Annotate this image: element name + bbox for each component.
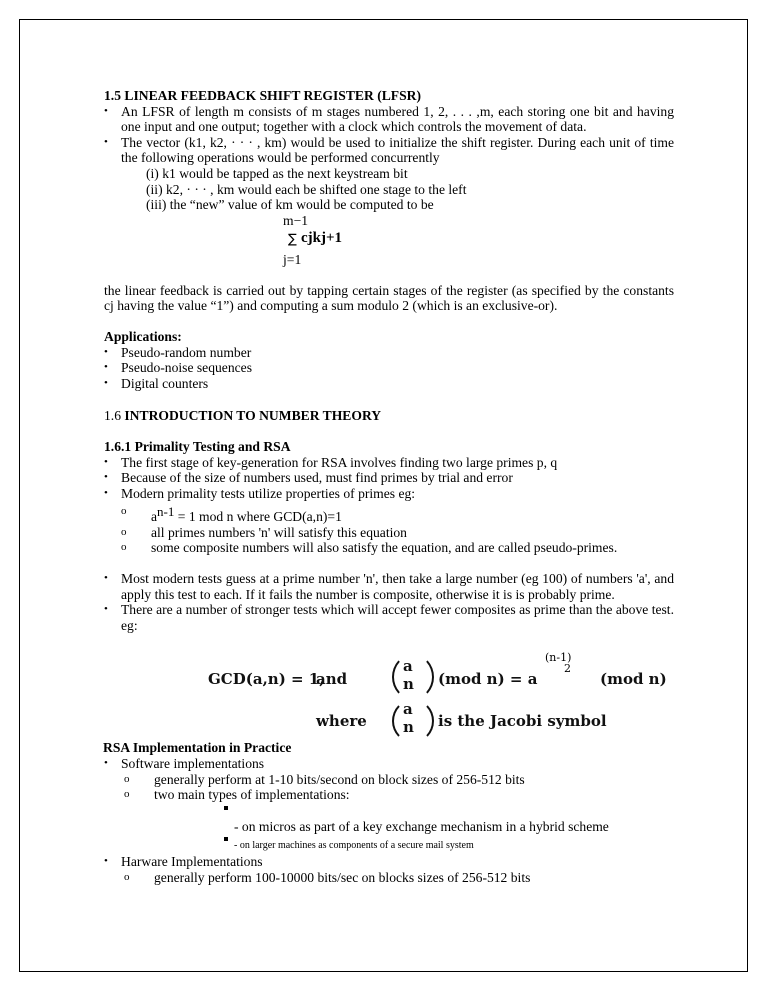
operation-2: (ii) k2, · · · , km would each be shifted one stage to the left [146, 181, 467, 197]
section-title: INTRODUCTION TO NUMBER THEORY [124, 408, 382, 424]
lfsr-operations [104, 166, 674, 213]
list-item: • Digital counters [104, 376, 674, 392]
jacobi-numerator: a [403, 700, 413, 719]
primality-list [104, 455, 674, 502]
rsa-hardware-sublist [104, 870, 674, 886]
section-number: 1.6 [104, 408, 125, 424]
sum-lower-limit: j=1 [283, 251, 302, 267]
applications-heading: Applications: [104, 328, 182, 344]
list-item: o generally perform at 1-10 bits/second on block sizes of 256-512 bits [124, 772, 674, 788]
number-theory-heading [104, 408, 674, 424]
list-item: • An LFSR of length m consists of m stages numbered 1, 2, . . . ,m, each storing one bit and having one input and one output; together with a clock which controls the movement of data. [104, 104, 674, 135]
applications-list [104, 345, 674, 392]
list-item: • Software implementations [104, 756, 674, 772]
rsa-heading: RSA Implementation in Practice [103, 740, 292, 756]
list-item [121, 501, 674, 525]
summation-formula [104, 213, 674, 271]
where-word: where [316, 712, 367, 731]
list-item: • The vector (k1, k2, · · · , km) would be used to initialize the shift register. During each unit of time the following operations would be performed concurrently [104, 135, 674, 166]
jacobi-formula [104, 651, 674, 737]
list-item: • The first stage of key-generation for RSA involves finding two large primes p, q [104, 455, 674, 471]
jacobi-denominator: n [403, 718, 414, 737]
lfsr-heading: 1.5 LINEAR FEEDBACK SHIFT REGISTER (LFSR) [104, 88, 421, 103]
fraction-numerator: a [403, 657, 413, 676]
lfsr-list [104, 104, 674, 166]
primality-list-2 [104, 571, 674, 633]
and-word: and [316, 670, 348, 689]
sum-upper-limit: m−1 [283, 212, 309, 228]
jacobi-label: is the Jacobi symbol [438, 712, 607, 731]
mod-expression-2: (mod n) [600, 670, 667, 689]
sum-symbol: ∑ [288, 231, 297, 247]
list-item: • Most modern tests guess at a prime number 'n', then take a large number (eg 100) of numbers 'a', and apply this test to each. If it fails the number is composite, otherwise it is is probably prime. [104, 571, 674, 602]
list-item: • Because of the size of numbers used, must find primes by trial and error [104, 470, 674, 486]
exponent-denominator: 2 [564, 662, 571, 676]
list-item: - on micros as part of a key exchange mechanism in a hybrid scheme [224, 803, 674, 835]
rsa-software-sublist [104, 772, 674, 803]
list-item: o all primes numbers 'n' will satisfy this equation [121, 525, 674, 541]
power-rest: = 1 mod n where GCD(a,n)=1 [174, 509, 342, 525]
rsa-implementation-types [104, 803, 674, 854]
list-item: - on larger machines as components of a secure mail system [224, 834, 674, 854]
primality-sublist [104, 501, 674, 556]
operation-1: (i) k1 would be tapped as the next keystream bit [146, 165, 408, 181]
rsa-list-2 [104, 854, 674, 870]
power-exponent: n-1 [157, 504, 175, 520]
mod-expression: (mod n) = a [438, 670, 538, 689]
list-item: o two main types of implementations: [124, 787, 674, 803]
rsa-list [104, 756, 674, 772]
power-base: a [151, 509, 158, 525]
exponent-numerator: (n-1) [545, 651, 572, 665]
gcd-expression: GCD(a,n) = 1, [208, 670, 325, 689]
operation-3: (iii) the “new” value of km would be computed to be [146, 197, 434, 213]
sum-expression: cjkj+1 [301, 229, 343, 246]
list-item: • Pseudo-random number [104, 345, 674, 361]
list-item: • Modern primality tests utilize properties of primes eg: [104, 486, 674, 502]
list-item: • There are a number of stronger tests which will accept fewer composites as prime than the above test. eg: [104, 602, 674, 633]
fraction-denominator: n [403, 675, 414, 694]
primality-heading: 1.6.1 Primality Testing and RSA [104, 438, 291, 454]
feedback-paragraph: the linear feedback is carried out by tapping certain stages of the register (as specified by the constants cj having the value “1”) and computing a sum modulo 2 (which is an exclusive-or). [104, 282, 674, 314]
list-item: • Harware Implementations [104, 854, 674, 870]
list-item: • Pseudo-noise sequences [104, 360, 674, 376]
document-body [104, 88, 674, 885]
list-item: o some composite numbers will also satisfy the equation, and are called pseudo-primes. [121, 540, 674, 556]
list-item: o generally perform 100-10000 bits/sec on blocks sizes of 256-512 bits [124, 870, 674, 886]
